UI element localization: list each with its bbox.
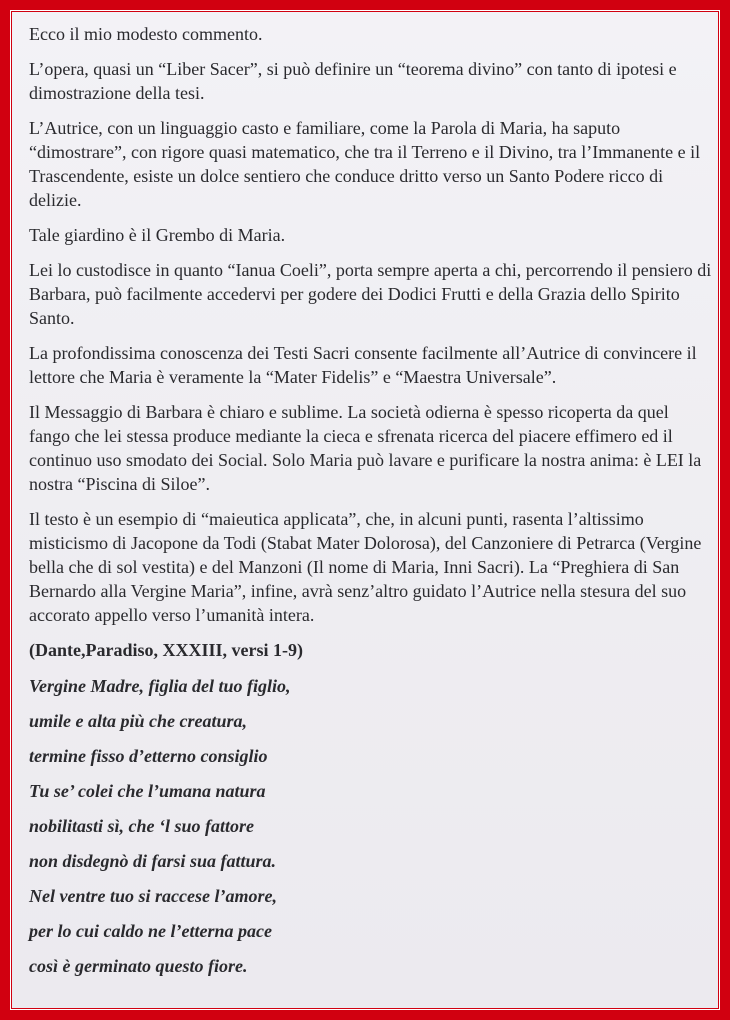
verse-line: non disdegnò di farsi sua fattura. <box>29 851 277 871</box>
verse-line: così è germinato questo fiore. <box>29 956 248 976</box>
verse-line: nobilitasti sì, che ‘l suo fattore <box>29 816 255 836</box>
paragraph-intro: Ecco il mio modesto commento. <box>29 24 263 44</box>
paragraph-ianua-coeli: Lei lo custodisce in quanto “Ianua Coeli”, porta sempre aperta a chi, percorrendo il pensiero di Barbara, può facilmente accedervi per godere dei Dodici Frutti e della Grazia dello Spirito Santo. <box>29 260 712 328</box>
paragraph-liber-sacer: L’opera, quasi un “Liber Sacer”, si può definire un “teorema divino” con tanto di ipotesi e dimostrazione della tesi. <box>29 59 677 103</box>
document-body <box>29 22 713 989</box>
quote-heading: (Dante,Paradiso, XXXIII, versi 1-9) <box>29 640 303 660</box>
verse-line: per lo cui caldo ne l’etterna pace <box>29 921 272 941</box>
verse-line: umile e alta più che creatura, <box>29 711 247 731</box>
verse-line: Vergine Madre, figlia del tuo figlio, <box>29 676 291 696</box>
paragraph-testi-sacri: La profondissima conoscenza dei Testi Sacri consente facilmente all’Autrice di convincere il lettore che Maria è veramente la “Mater Fidelis” e “Maestra Universale”. <box>29 343 697 387</box>
scanned-page <box>12 12 718 1008</box>
paragraph-giardino: Tale giardino è il Grembo di Maria. <box>29 225 286 245</box>
verse-line: Nel ventre tuo si raccese l’amore, <box>29 886 277 906</box>
verse-line: termine fisso d’etterno consiglio <box>29 746 268 766</box>
paragraph-maieutica: Il testo è un esempio di “maieutica applicata”, che, in alcuni punti, rasenta l’altissimo misticismo di Jacopone da Todi (Stabat Mater Dolorosa), del Canzoniere di Petrarca (Vergine bella che di sol vestita) e del Manzoni (Il nome di Maria, Inni Sacri). La “Preghiera di San Bernardo alla Vergine Maria”, infine, avrà senz’altro guidato l’Autrice nella stesura del suo accorato appello verso l’umanità intera. <box>29 509 702 625</box>
paragraph-messaggio: Il Messaggio di Barbara è chiaro e sublime. La società odierna è spesso ricoperta da quel fango che lei stessa produce mediante la cieca e sfrenata ricerca del piacere effimero ed il continuo uso smodato dei Social. Solo Maria può lavare e purificare la nostra anima: è LEI la nostra “Piscina di Siloe”. <box>29 402 702 494</box>
verse-line: Tu se’ colei che l’umana natura <box>29 781 266 801</box>
paragraph-autrice: L’Autrice, con un linguaggio casto e familiare, come la Parola di Maria, ha saputo “dimostrare”, con rigore quasi matematico, che tra il Terreno e il Divino, tra l’Immanente e il Trascendente, esiste un dolce sentiero che conduce dritto verso un Santo Podere ricco di delizie. <box>29 118 701 210</box>
verse-block <box>29 674 713 989</box>
